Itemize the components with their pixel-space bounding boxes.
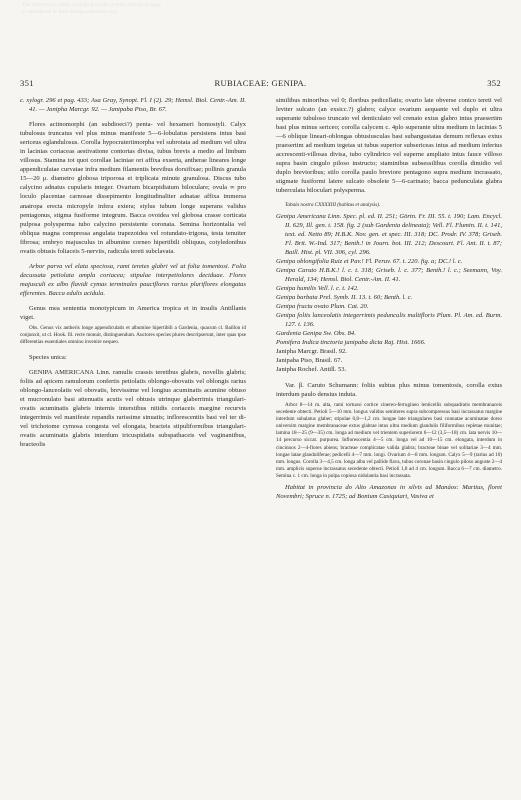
synonym-citation: Pomifera Indica tinctoria janipaba dicta Raj. Hist. 1666. (276, 339, 426, 347)
synonym-citation: Genipa humilis Vell. l. c. t. 142. (276, 285, 359, 293)
synonym-citation: Genipa barbata Prel. Symb. II. 13. t. 60; Benth. l. c. (276, 294, 413, 302)
species-heading: Species unica: (29, 353, 67, 361)
genus-citation: c. xylogr. 296 et pag. 433; Asa Gray, Synopt. Fl. I (2). 29; Hemsl. Biol. Centr.-Am. II. 41. — Janipha Marcgr. 92. — Janipaba Piso, Br. 67. (20, 97, 246, 114)
synonym-citation: Genipa oblongifolia Ruiz et Pav.! Fl. Peruv. 67. t. 220. fig. a; DC.! l. c. (276, 257, 463, 265)
bleed-through-text (22, 2, 499, 54)
variety-heading: Var. β. Caruto Schumann: foliis subtus plus minus tomentosis, corolla extus interdum paulo densius induta. (276, 381, 502, 398)
synonym-citation: Genipa Americana Linn. Spec. pl. ed. II. 251; Görtn. Fr. III. 55. t. 190; Lam. Encycl. II. 629, Ill. gen. t. 158. fig. 2 (sub Gardenia delineata); Vell. Fl. Flumin. II. t. 141, text. ed. Netto 89; H.B.K. Nov. gen. et spec. III. 318; DC. Prodr. IV. 378; Griseb. Fl. Brit. W.-Ind. 317; Benth.! in Journ. bot. III. 212; Descourt. Fl. Ant. II. t. 87; Baill. Hist. pl. VII. 306, cyl. 296. (276, 212, 502, 256)
species-description-continued: similibus minoribus vel 0; floribus pedicellatis; ovario late obverse conico tereti vel leviter sulcato (an exsicc.?) glabro; calyce ovarium aequante vel duplo et ultra superante tubuloso truncato vel denticulato vel crenato extus glabro intus praesertim basi plus minus sericeo; corolla calycem c. 4plo superante ultra medium in lacinias 5—6 oblique lineari-oblongas obtusiusculas basi subangustatas demum reflexas extus praesertim ad medium tegetas ut tubus superior subsericeas intus ad medium inferius accrescenti-villosas divisa, tubo cylindrico vel superne ampliato intus fauce villoso supra basin cingulo piloso instructo; staminibus subsessilibus corolla dimidio vel duplo brevioribus; stilo corolla paulo breviore pentagono supra medium incrassato, stigmate fusiformi latere sulcato obsolete 5—6-carinato; bacca pedunculata glabra tuberculata biloculari polysperma. (276, 97, 502, 195)
page-number-right: 352 (487, 78, 501, 88)
left-column (20, 96, 246, 449)
synonym-citation: Janipaba Piso, Brasil. 67. (276, 357, 343, 365)
plate-reference: Tabula nostra CXXXXIII (habitus et analysis). (285, 201, 381, 208)
species-description: GENIPA AMERICANA Linn. ramulis crassis teretibus glabris, novellis glabris; foliis ad apicem ramulorum confertis petiolatis oblongo-obovatis vel oblongis rarius oblongo-lanceolatis vel obovatis, brevissime vel longius acuminatis acumine obtuso et mucronulato basi attenuatis acutis vel obtusis utrinque glaberrimis triangulari-ovatis acuminatis glabris internis interstibus nitidis coriaceis margine recurvis integerrimis vel manifeste repandis rarissime sinuatis; inflorescentiis basi vel ter di- vel trichotome cymosa congesta vel elongata, bracteis stipuliformibus triangulari-ovatis acuminatis glabris interdum tricuspidatis subspathaceis vel vaginantibus, bracteolis (20, 368, 246, 448)
bleed-line: The fainter text visible through from the reverse side of the page (22, 2, 162, 8)
observation-note: Obs. Genus vix antheris longe appendiculatis et albumine hipertibili a Gardenia, quacum cl. Baillon id conjunxit, ut cl. Hook. fil. recte monuit, distinguendum. Auctores species plures descripserunt, inter quas tpse differentias essentiales omnino invenire nequeo. (20, 325, 246, 346)
running-header (20, 78, 501, 90)
synonym-citation: Gardenia Genipa Sw. Obs. 84. (276, 330, 356, 338)
genus-description: Flores actinomorphi (an subdioeci?) penta- vel hexameri homostyli. Calyx tubulosus truncatus vel plus minus manifeste 5—6-lobulatus persistens intus basi sericeus eglandulosus. Corolla hypocrateriimorpha vel subrotata ad medium vel ultra in lacinias coriaceas aestivatione contortas divisa, tubus brevis a medio ad limbum villosus. Stamina tot quot corollae laciniae ori affixa exserta, antherae lineares longe appendiculatae curvatae infra medium filamentis brevibus dorsifixae; pollinis granula 15—20 μ. diametro globosa triporosa et triplicata minute granulosa. Discus tubo calycino adnatus cupularis integer. Ovarium bicarpidiatum biloculare; ovula ∞ pro loculo placentae carnosae dissepimento longitudinaliter adnatae affixa immersa anatropa erecta micropyle infera extera; stylus tubum longe superans validus pentagonus, stigma fusiforme integrum. Bacca ovoidea vel globosa crasse corticata pulposa polysperma tubo calycino persistente coronata. Semina horizontalia vel obliqua magna compressa angulata trapezoidea vel rotundato-trigona, testa tenuiter fibrosa; embryo majusculus in albumine corneo hipertibili obliquus, cotyledonibus ovatis obtusis foliaceis 5-nerviis, radicula tereti subclavata. (20, 121, 246, 255)
genus-note: Genus mea sententia monotypicum in America tropica et in insulis Antillanis viget. (20, 304, 246, 322)
synonym-citation: Janipha Rochef. Antill. 53. (276, 366, 347, 374)
bleed-line: is reproduced as faint background lines only (22, 9, 118, 16)
synonym-citation: Janipha Marcgr. Brasil. 92. (276, 348, 347, 356)
running-title: RUBIACEAE: GENIPA. (214, 78, 307, 88)
right-column (276, 96, 502, 501)
variety-description: Arbor 8—14 m. alta, rami tortuosi cortice cinereo-ferrugineo lenticellis subquadratis membranaceis secedente obtecti. Petioli 5—10 mm. longus validus semiteres supra subcompressus basi incrassatus margine interdum subalatus glaber; stipulae 0,8—1,2 cm. longae late triangulares basi connatae acuminatae dorso universim margine membranaceae extus glabrae intus ultra medium glandulis filiformibus repletae munitae; lamina 18—25 (9—35) cm. longa ad medium vel trientem superiorem 6—12 (3,5—18) cm. lata nervis 10—14 percurso siccat. purpurea. Inflorescentia 4—5 cm. longa vel ad 10—15 cm. elongata, interdum in cincinnos 2—4-flores abiens; bracteae complicatae valida glabra; bracteae binae vel solitariae 3—4 mm. longae latae glanduliferae; pedicelli 4—7 mm. longi. Ovarium 4—8 mm. longum. Calyx 5—9 (rarius ad 10) mm. longus. Corolla 3—4,5 cm. longa alba vel pallide flava, tubus coronae basin cingulo piloso anguste 2—4 mm. amplicis superne incrassatus secedente obtecti. Petioli 1,8 ad 4 cm. longum. Bacca 6—7 cm. diametro. Semina c. 1 cm. longa in pulpa copiosa nidulantia basi incrassata. (276, 401, 503, 480)
habitat-note: Habitat in provincia do Alto Amazonas in silvis ad Manáos: Martius, floret Novembri; Spruce n. 1725; ad Bonium Casiquiari, Vasiva et (276, 484, 502, 501)
page-number-left: 351 (20, 78, 34, 88)
habit-description: Arbor parva vel elata speciosa, rami teretes glabri vel ut folia tomentosi. Folia decussata petiolata ampla coriacea; stipulae interpetiolares deciduae. Flores majusculi ex albo flavidi cymas terminales pauciflores rarius pluriflores elongatas efferentes. Bacca edulis acidula. (20, 262, 246, 297)
synonym-citation: Genipa foliis lanceolatis integerrimis pedunculis multifloris Plum. Pl. Am. ed. Burm. 127. t. 136. (276, 312, 502, 329)
synonym-citation: Genipa Caruto H.B.K.! l. c. t. 318; Griseb. l. c. 377; Benth.! l. c.; Seemann, Voy. Herald, 134; Hemsl. Biol. Centr.-Am. II. 41. (276, 266, 502, 283)
synonym-citation: Genipa fructu ovato Plum. Cat. 20. (276, 303, 369, 311)
